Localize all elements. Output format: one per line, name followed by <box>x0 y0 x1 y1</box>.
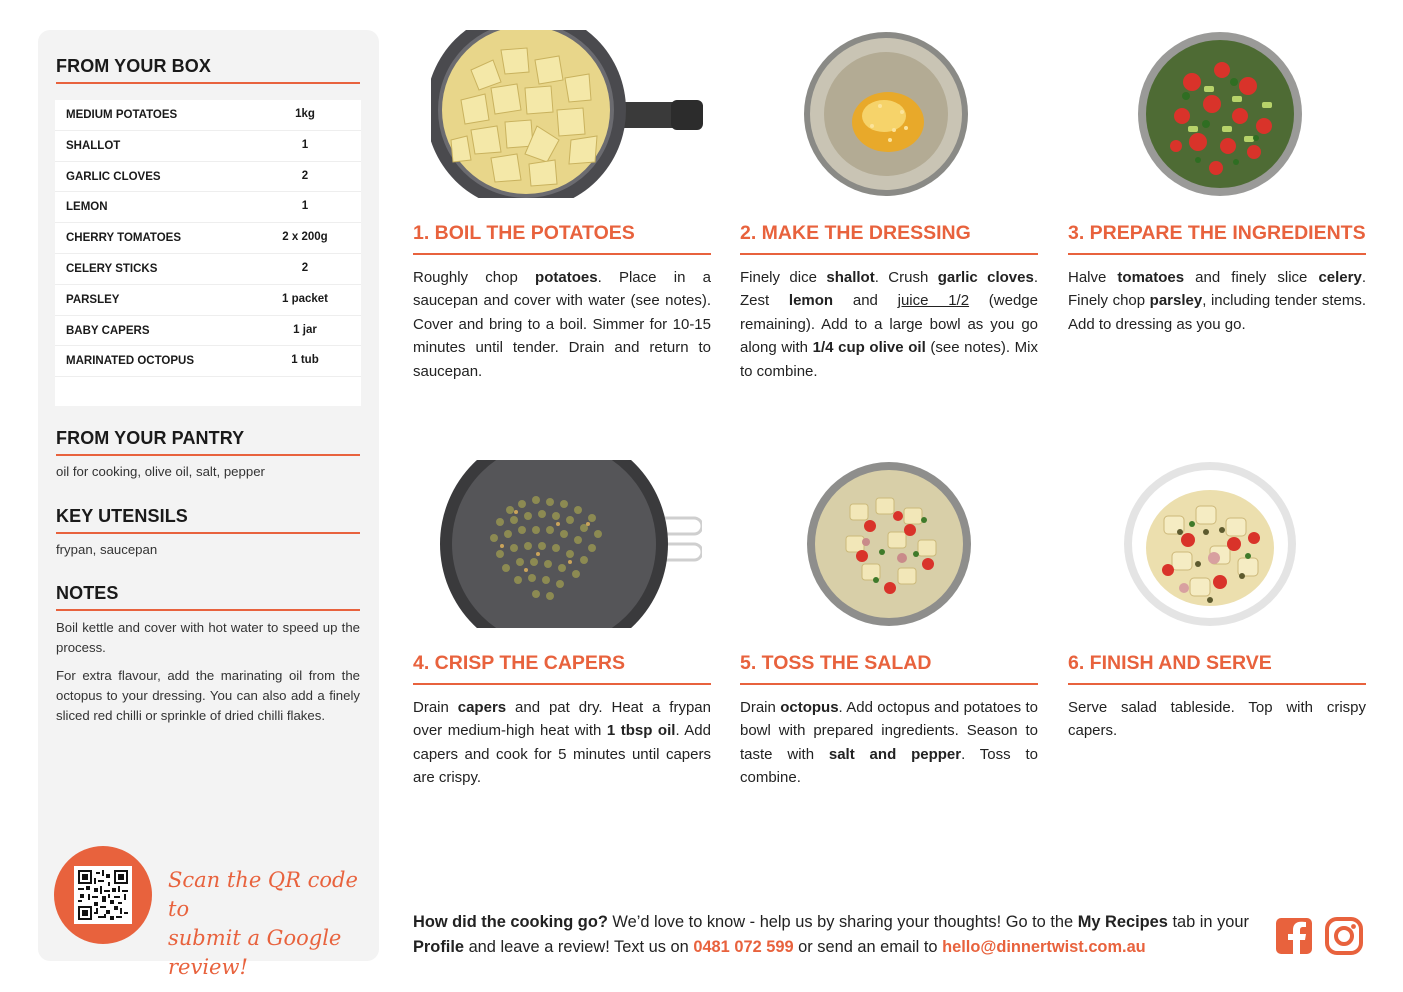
capers-photo <box>440 460 702 628</box>
step-rule <box>1068 683 1366 685</box>
heading-rule <box>56 82 360 84</box>
ingredient-qty: 1kg <box>295 108 315 120</box>
step-title: 4. CRISP THE CAPERS <box>413 652 626 674</box>
ingredient-name: GARLIC CLOVES <box>66 170 161 183</box>
sidebar-panel <box>38 30 379 979</box>
qr-code-icon <box>78 870 128 920</box>
step-title: 2. MAKE THE DRESSING <box>740 222 971 244</box>
step-rule <box>413 253 711 255</box>
utensils-text: frypan, saucepan <box>56 542 158 557</box>
ingredient-qty: 1 <box>301 200 309 213</box>
dressing-photo <box>802 30 970 198</box>
qr-badge[interactable] <box>54 846 152 944</box>
heading-rule <box>56 454 360 456</box>
ingredient-row <box>55 162 361 193</box>
ingredient-qty: 2 <box>301 261 309 274</box>
step-body: Drain capers and pat dry. Heat a frypan over medium-high heat with 1 tbsp oil. Add capers and cook for 5 minutes until capers are crispy. <box>413 699 711 787</box>
note-2: For extra flavour, add the marinating oil from the octopus to your dressing. You can also add a finely sliced red chilli or sprinkle of dried chilli flakes. <box>56 668 360 723</box>
ingredient-qty: 1 jar <box>293 323 317 336</box>
serve-salad-photo <box>1122 460 1298 628</box>
step-body: Drain octopus. Add octopus and potatoes to bowl with prepared ingredients. Season to taste with salt and pepper. Toss to combine. <box>740 699 1039 787</box>
ingredient-qty: 2 x 200g <box>282 231 328 244</box>
qr-caption-line: submit a Google review! <box>168 926 342 979</box>
step-body: Halve tomatoes and finely slice celery. Finely chop parsley, including tender stems. Add to dressing as you go. <box>1068 269 1366 333</box>
potatoes-photo <box>431 30 703 198</box>
ingredient-name: MEDIUM POTATOES <box>66 109 178 121</box>
heading-rule <box>56 532 360 534</box>
ingredient-name: CHERRY TOMATOES <box>66 232 182 245</box>
ingredient-row <box>55 131 361 162</box>
ingredient-qty: 1 packet <box>281 292 329 305</box>
step-rule <box>740 683 1038 685</box>
ingredient-row <box>55 100 361 131</box>
step-body: Serve salad tableside. Top with crispy capers. <box>1068 699 1366 740</box>
qr-caption <box>168 866 379 982</box>
facebook-icon[interactable] <box>1275 917 1313 955</box>
step-title: 3. PREPARE THE INGREDIENTS <box>1068 222 1366 244</box>
ingredients-photo <box>1136 30 1304 198</box>
from-box-heading: FROM YOUR BOX <box>56 56 211 76</box>
qr-code[interactable] <box>74 866 132 924</box>
step-body: Roughly chop potatoes. Place in a saucepan and cover with water (see notes). Cover and bring to a boil. Simmer for 10-15 minutes until tender. Drain and return to saucepan. <box>413 269 711 380</box>
ingredient-name: LEMON <box>66 201 108 214</box>
step-body: Finely dice shallot. Crush garlic cloves. Zest lemon and juice 1/2 (wedge remaining). Add to a large bowl as you go along with 1/4 cup olive oil (see notes). Mix to combine. <box>740 269 1039 380</box>
step-rule <box>413 683 711 685</box>
ingredient-row <box>55 192 361 223</box>
ingredient-row <box>55 223 361 254</box>
ingredient-row <box>55 316 361 347</box>
ingredients-table <box>55 100 361 406</box>
ingredient-qty: 2 <box>301 169 309 182</box>
heading-rule <box>56 609 360 611</box>
note-1: Boil kettle and cover with hot water to speed up the process. <box>56 620 360 655</box>
ingredient-name: MARINATED OCTOPUS <box>66 355 194 368</box>
ingredient-name: SHALLOT <box>66 139 121 152</box>
notes-heading: NOTES <box>56 583 119 603</box>
step-title: 6. FINISH AND SERVE <box>1068 652 1272 674</box>
ingredient-name: PARSLEY <box>66 293 120 306</box>
step-rule <box>1068 253 1366 255</box>
toss-salad-photo <box>806 460 972 628</box>
ingredient-row <box>55 285 361 316</box>
ingredient-name: CELERY STICKS <box>66 262 158 275</box>
pantry-text: oil for cooking, olive oil, salt, pepper <box>56 464 265 479</box>
step-rule <box>740 253 1038 255</box>
utensils-heading: KEY UTENSILS <box>56 506 188 526</box>
ingredient-name: BABY CAPERS <box>66 324 150 337</box>
instagram-icon[interactable] <box>1325 917 1363 955</box>
step-title: 1. BOIL THE POTATOES <box>413 222 635 244</box>
review-prompt: How did the cooking go? We’d love to know - help us by sharing your thoughts! Go to the My Recipes tab in your Profile and leave a review! Text us on 0481 072 599 or send an email to hello@dinnertwist.com.au <box>413 913 1249 956</box>
ingredient-row <box>55 346 361 377</box>
step-title: 5. TOSS THE SALAD <box>740 652 932 674</box>
pantry-heading: FROM YOUR PANTRY <box>56 428 245 448</box>
ingredient-qty: 1 tub <box>291 354 319 367</box>
ingredient-row <box>55 254 361 285</box>
qr-caption-line: Scan the QR code to <box>168 868 358 921</box>
ingredient-qty: 1 <box>301 138 309 151</box>
